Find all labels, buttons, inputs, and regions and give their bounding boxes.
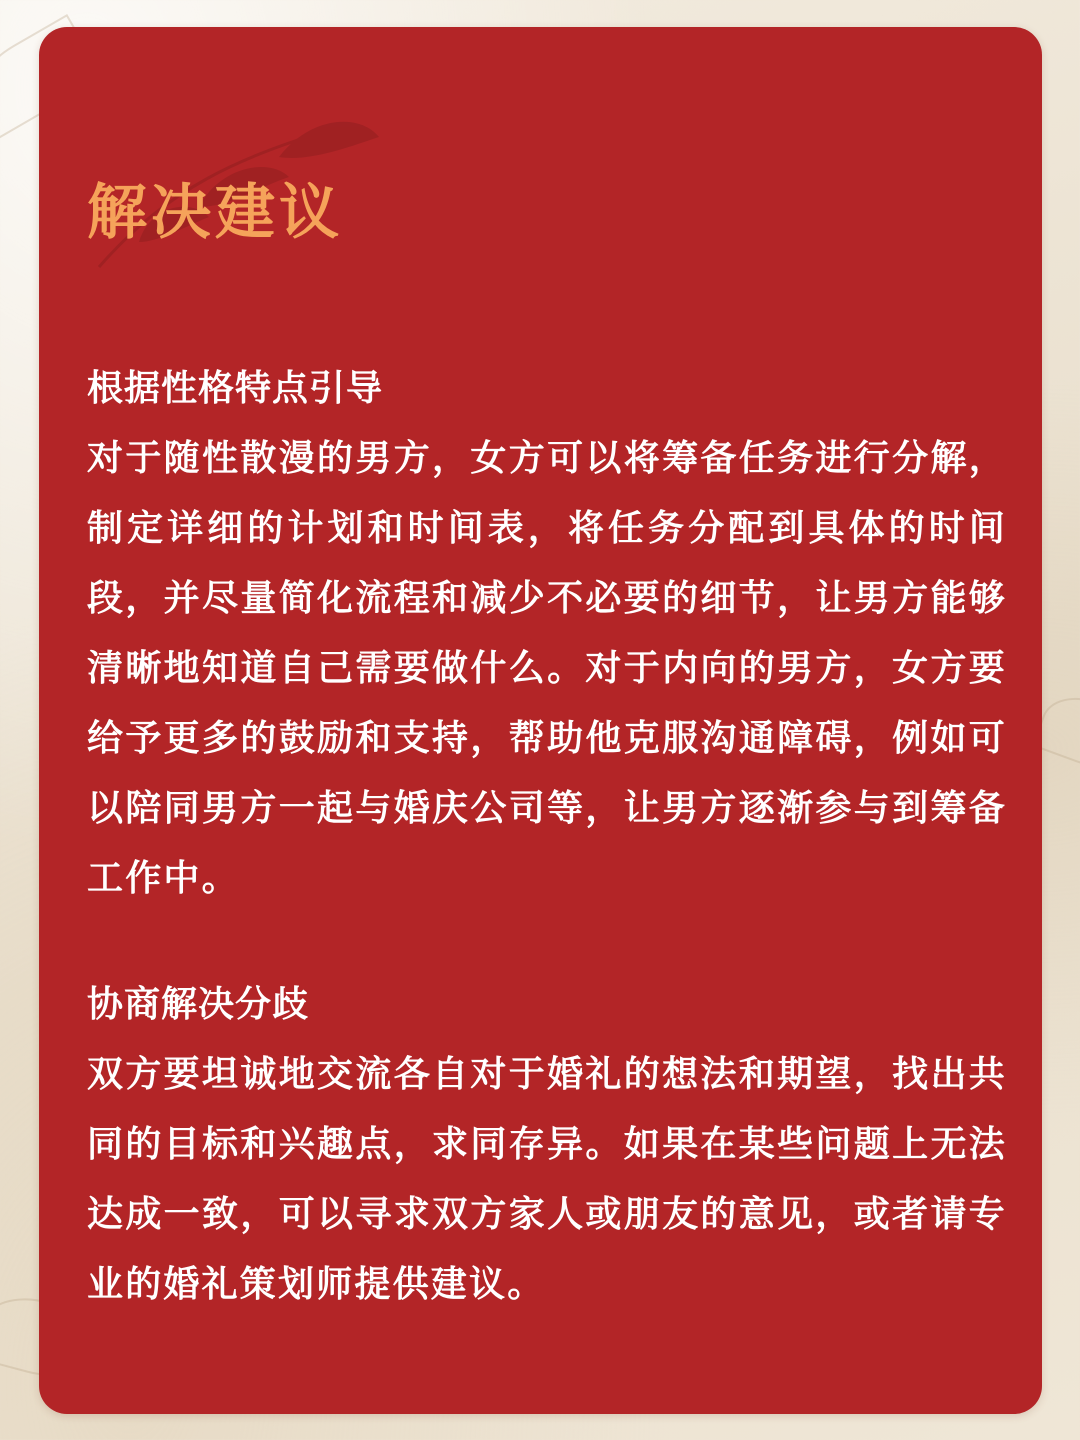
section-resolve-disagreements — [87, 970, 1007, 1320]
section-body: 对于随性散漫的男方，女方可以将筹备任务进行分解，制定详细的计划和时间表，将任务分配到具体的时间段，并尽量简化流程和减少不必要的细节，让男方能够清晰地知道自己需要做什么。对于内向的男方，女方要给予更多的鼓励和支持，帮助他克服沟通障碍，例如可以陪同男方一起与婚庆公司等，让男方逐渐参与到筹备工作中。 — [87, 438, 1007, 899]
content-card — [39, 27, 1042, 1414]
section-personality-guidance — [87, 354, 1007, 914]
page-title: 解决建议 — [87, 178, 343, 248]
section-heading: 协商解决分歧 — [87, 984, 310, 1025]
section-heading: 根据性格特点引导 — [87, 368, 384, 409]
section-body: 双方要坦诚地交流各自对于婚礼的想法和期望，找出共同的目标和兴趣点，求同存异。如果在某些问题上无法达成一致，可以寻求双方家人或朋友的意见，或者请专业的婚礼策划师提供建议。 — [87, 1054, 1007, 1305]
